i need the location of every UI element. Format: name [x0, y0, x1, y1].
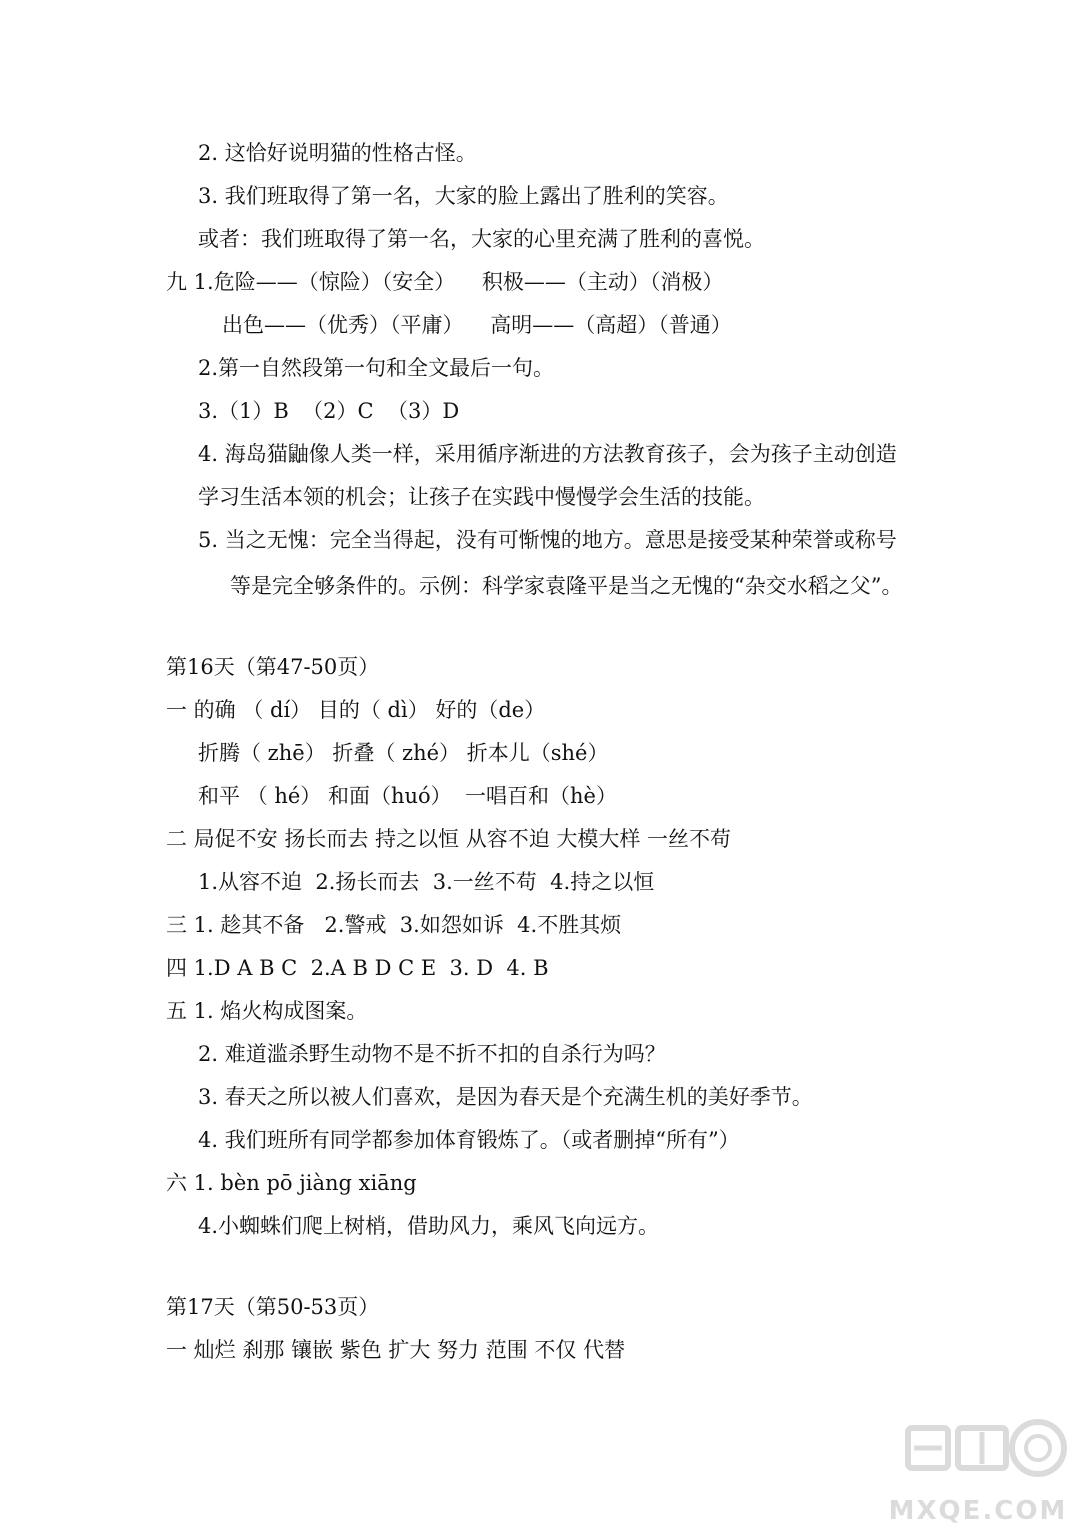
text-line-24: 六 1. bèn pō jiàng xiāng — [166, 1171, 417, 1195]
text-line-4: 九 1.危险——（惊险）（安全） 积极——（主动）（消极） — [166, 270, 724, 294]
text-line-25: 4.小蜘蛛们爬上树梢，借助风力，乘风飞向远方。 — [198, 1214, 660, 1238]
text-line-1: 2. 这恰好说明猫的性格古怪。 — [198, 141, 477, 165]
text-line-17: 1.从容不迫 2.扬长而去 3.一丝不苟 4.持之以恒 — [198, 870, 655, 894]
text-line-6: 2.第一自然段第一句和全文最后一句。 — [198, 356, 555, 380]
watermark-text: MXQE.COM — [888, 1496, 1068, 1526]
text-line-11: 等是完全够条件的。示例：科学家袁隆平是当之无愧的“杂交水稻之父”。 — [230, 574, 903, 598]
text-line-20: 五 1. 焰火构成图案。 — [166, 999, 368, 1023]
text-line-27: 一 灿烂 刹那 镶嵌 紫色 扩大 努力 范围 不仅 代替 — [166, 1338, 626, 1362]
answer-seal-logo-icon — [888, 1406, 1068, 1496]
text-line-13: 一 的确 （ dí） 目的（ dì） 好的（de） — [166, 698, 546, 722]
text-line-21: 2. 难道滥杀野生动物不是不折不扣的自杀行为吗？ — [198, 1042, 666, 1066]
watermark — [888, 1406, 1068, 1526]
text-line-9: 学习生活本领的机会；让孩子在实践中慢慢学会生活的技能。 — [198, 485, 765, 509]
text-line-19: 四 1.D A B C 2.A B D C E 3. D 4. B — [166, 956, 549, 980]
text-line-18: 三 1. 趁其不备 2.警戒 3.如怨如诉 4.不胜其烦 — [166, 913, 622, 937]
text-line-16: 二 局促不安 扬长而去 持之以恒 从容不迫 大模大样 一丝不苟 — [166, 827, 732, 851]
text-line-10: 5. 当之无愧：完全当得起，没有可惭愧的地方。意思是接受某种荣誉或称号 — [198, 528, 897, 552]
text-line-14: 折腾（ zhē） 折叠（ zhé） 折本儿（shé） — [198, 741, 609, 765]
section-heading-day16: 第16天（第47-50页） — [166, 655, 380, 679]
text-line-15: 和平 （ hé） 和面（huó） 一唱百和（hè） — [198, 784, 617, 808]
text-line-5: 出色——（优秀）（平庸） 高明——（高超）（普通） — [222, 313, 732, 337]
text-line-3: 或者：我们班取得了第一名，大家的心里充满了胜利的喜悦。 — [198, 227, 765, 251]
text-line-22: 3. 春天之所以被人们喜欢，是因为春天是个充满生机的美好季节。 — [198, 1085, 813, 1109]
text-line-8: 4. 海岛猫鼬像人类一样，采用循序渐进的方法教育孩子，会为孩子主动创造 — [198, 442, 897, 466]
text-line-7: 3.（1）B （2）C （3）D — [198, 399, 460, 423]
text-line-2: 3. 我们班取得了第一名，大家的脸上露出了胜利的笑容。 — [198, 184, 729, 208]
text-line-23: 4. 我们班所有同学都参加体育锻炼了。（或者删掉“所有”） — [198, 1128, 740, 1152]
section-heading-day17: 第17天（第50-53页） — [166, 1295, 380, 1319]
